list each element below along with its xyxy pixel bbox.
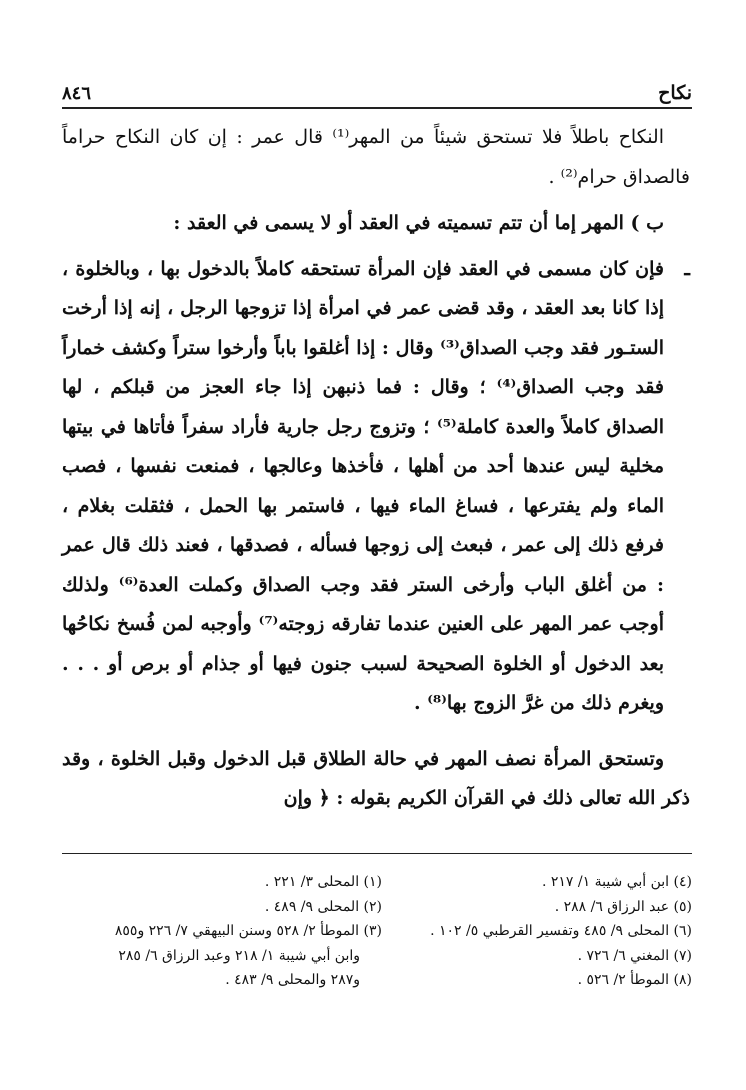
footnote-5: (٥) عبد الرزاق ٦/ ٢٨٨ . bbox=[554, 898, 692, 915]
paragraph-named-dower-text: فإن كان مسمى في العقد فإن المرأة تستحقه كاملاً بالدخول بها ، وبالخلوة ، إذا كانا بعد العقد ، وقد قضى عمر في امرأة إذا تزوجها الرجل ، إنه إذا أرخت الستـور فقد وجب الصداق⁽³⁾ وقال : إذا أغلقوا باباً وأرخوا ستراً وكشف خماراً فقد وجب الصداق⁽⁴⁾ ؛ وقال : فما ذنبهن إذا جاء العجز من قبلكم ، لها الصداق كاملاً والعدة كاملة⁽⁵⁾ ؛ وتزوج رجل جارية فأراد سفراً فأتاها في بيتها مخلية ليس عندها أحد من أهلها ، فأخذها وعالجها ، فمنعت نفسها ، فصب الماء ولم يفترعها ، فساغ الماء فيها ، فاستمر بها الحمل ، فثقلت بغلام ، فرفع ذلك إلى عمر ، فبعث إلى زوجها فسأله ، فصدقها ، فعند ذلك قال عمر : من أغلق الباب وأرخى الستر فقد وجب الصداق وكملت العدة⁽⁶⁾ ولذلك أوجب عمر المهر على العنين عندما تفارقه زوجته⁽⁷⁾ وأوجبه لمن فُسخ نكاحُها بعد الدخول أو الخلوة الصحيحة لسبب جنون فيها أو جذام أو برص أو . . . ويغرم ذلك من غرَّ الزوج بها⁽⁸⁾ . bbox=[62, 257, 665, 714]
footnote-1: (١) المحلى ٣/ ٢٢١ . bbox=[264, 874, 382, 890]
footnote-8: (٨) الموطأ ٢/ ٥٢٦ . bbox=[577, 972, 692, 988]
footnotes-column-right bbox=[62, 870, 382, 993]
list-dash: ـ bbox=[684, 257, 690, 280]
footnote-2: (٢) المحلى ٩/ ٤٨٩ . bbox=[264, 898, 382, 915]
footnote-3-continued-2: و٢٨٧ والمحلى ٩/ ٤٨٣ . bbox=[225, 972, 360, 988]
footnote-6: (٦) المحلى ٩/ ٤٨٥ وتفسير القرطبي ٥/ ١٠٢ . bbox=[430, 923, 692, 939]
footnote-rule bbox=[62, 853, 692, 854]
main-text bbox=[62, 118, 690, 819]
paragraph-named-dower bbox=[62, 250, 690, 724]
paragraph-1: النكاح باطلاً فلا تستحق شيئاً من المهر⁽¹⁾ قال عمر : إن كان النكاح حراماً فالصداق حرام⁽²⁾ . bbox=[62, 126, 690, 188]
running-header bbox=[62, 74, 692, 104]
footnotes bbox=[62, 870, 692, 993]
footnote-7: (٧) المغني ٦/ ٧٢٦ . bbox=[577, 947, 692, 964]
footnotes-column-left bbox=[392, 870, 692, 993]
header-rule bbox=[62, 107, 692, 109]
paragraph-half-dower: وتستحق المرأة نصف المهر في حالة الطلاق قبل الدخول وقبل الخلوة ، وقد ذكر الله تعالى ذلك في القرآن الكريم بقوله : ﴿ وإن bbox=[62, 747, 690, 809]
chapter-title: نكاح bbox=[658, 82, 692, 104]
footnote-3: (٣) الموطأ ٢/ ٥٢٨ وسنن البيهقي ٧/ ٢٢٦ و٨٥٥ bbox=[114, 923, 382, 939]
page-number: ٨٤٦ bbox=[62, 83, 92, 104]
section-heading-b: ب ) المهر إما أن تتم تسميته في العقد أو لا يسمى في العقد : bbox=[173, 212, 664, 234]
footnote-4: (٤) ابن أبي شيبة ١/ ٢١٧ . bbox=[541, 874, 692, 890]
footnote-3-continued: وابن أبي شيبة ١/ ٢١٨ وعبد الرزاق ٦/ ٢٨٥ bbox=[118, 947, 360, 964]
